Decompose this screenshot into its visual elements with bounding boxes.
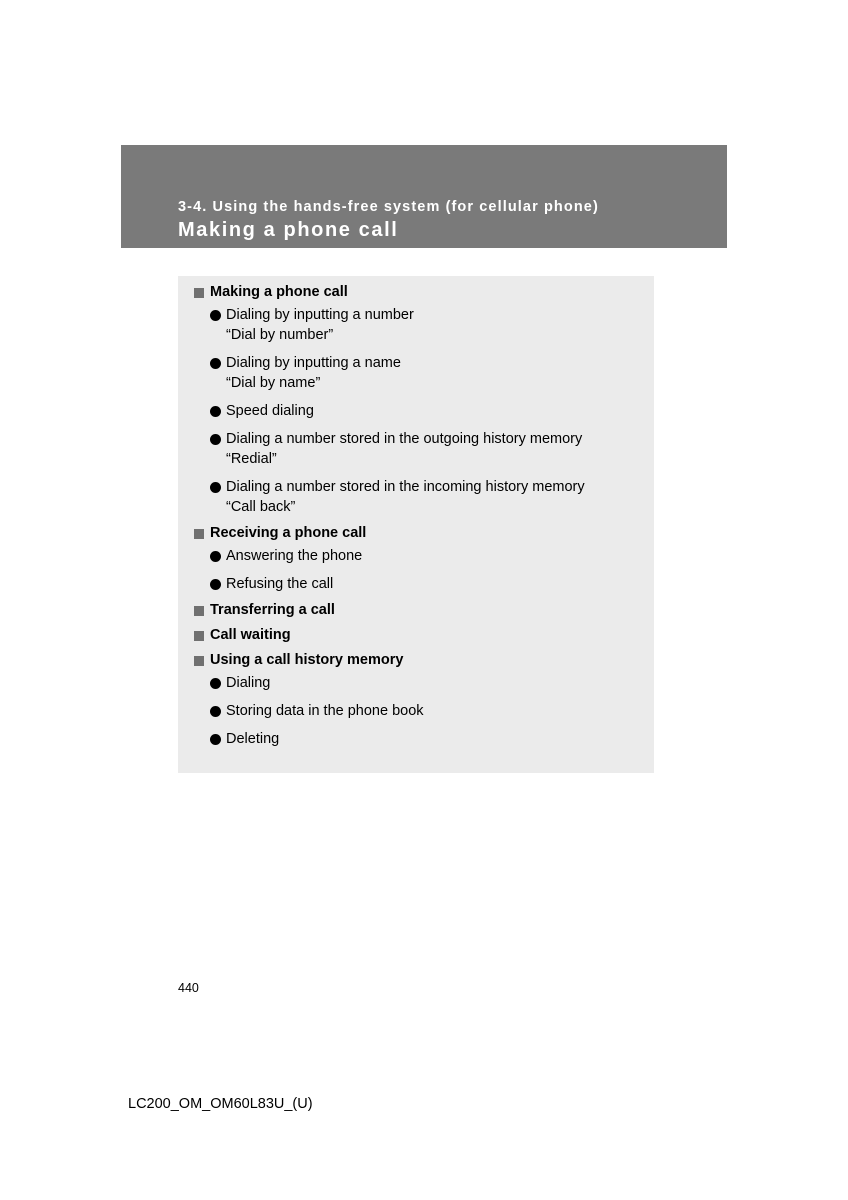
section-heading xyxy=(194,525,644,542)
bullet-icon xyxy=(210,678,221,689)
square-icon xyxy=(194,656,204,666)
bullet-icon xyxy=(210,579,221,590)
section-heading xyxy=(194,627,644,644)
list-item-text: Dialing a number stored in the outgoing history memory xyxy=(226,431,583,447)
footer-document-code: LC200_OM_OM60L83U_(U) xyxy=(128,1096,313,1112)
bullet-icon xyxy=(210,734,221,745)
section-heading xyxy=(194,284,644,301)
bullet-icon xyxy=(210,406,221,417)
bullet-icon xyxy=(210,482,221,493)
list-item xyxy=(194,429,644,469)
list-item-text: Dialing a number stored in the incoming history memory xyxy=(226,479,585,495)
list-item-text: Dialing by inputting a name xyxy=(226,355,401,371)
section-heading-label: Using a call history memory xyxy=(210,652,404,668)
list-item xyxy=(194,477,644,517)
list-item-subtext: “Redial” xyxy=(226,451,277,467)
list-item-text: Deleting xyxy=(226,731,280,747)
list-item-text: Refusing the call xyxy=(226,576,334,592)
list-item-subtext: “Dial by name” xyxy=(226,375,321,391)
page-number: 440 xyxy=(178,981,199,995)
header-band xyxy=(121,145,727,248)
contents-box xyxy=(178,276,654,773)
section-heading xyxy=(194,602,644,619)
square-icon xyxy=(194,606,204,616)
bullet-icon xyxy=(210,358,221,369)
list-item-text: Storing data in the phone book xyxy=(226,703,424,719)
list-item-subtext: “Call back” xyxy=(226,499,296,515)
section-label: 3-4. Using the hands-free system (for cellular phone) xyxy=(178,199,599,215)
square-icon xyxy=(194,288,204,298)
list-item xyxy=(194,673,644,693)
square-icon xyxy=(194,631,204,641)
bullet-icon xyxy=(210,706,221,717)
list-item xyxy=(194,574,644,594)
list-item xyxy=(194,353,644,393)
page-title: Making a phone call xyxy=(178,219,399,241)
list-item-text: Speed dialing xyxy=(226,403,314,419)
list-item xyxy=(194,729,644,749)
section-heading-label: Making a phone call xyxy=(210,284,348,300)
list-item-subtext: “Dial by number” xyxy=(226,327,334,343)
section-heading-label: Transferring a call xyxy=(210,602,335,618)
list-item-text: Answering the phone xyxy=(226,548,363,564)
list-item xyxy=(194,401,644,421)
bullet-icon xyxy=(210,310,221,321)
list-item xyxy=(194,546,644,566)
list-item xyxy=(194,305,644,345)
square-icon xyxy=(194,529,204,539)
bullet-icon xyxy=(210,551,221,562)
section-heading-label: Call waiting xyxy=(210,627,291,643)
list-item-text: Dialing xyxy=(226,675,271,691)
section-heading-label: Receiving a phone call xyxy=(210,525,367,541)
section-heading xyxy=(194,652,644,669)
bullet-icon xyxy=(210,434,221,445)
list-item-text: Dialing by inputting a number xyxy=(226,307,414,323)
list-item xyxy=(194,701,644,721)
